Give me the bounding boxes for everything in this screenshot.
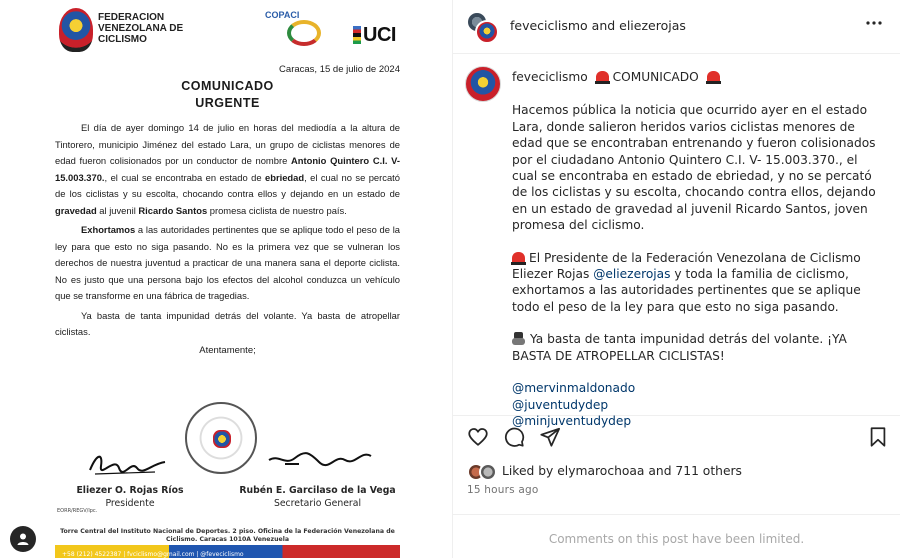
post-panel: [452, 0, 899, 558]
post-timestamp[interactable]: 15 hours ago: [467, 484, 539, 496]
document-body: [55, 120, 400, 341]
caption-headline: COMUNICADO: [612, 70, 699, 84]
copaci-label: COPACI: [265, 10, 300, 20]
p1-text-i: promesa ciclista de nuestro país.: [207, 204, 347, 216]
caption-p2-text-a: El Presidente de la Federación Venezolana de Ciclismo Eliezer Rojas: [512, 250, 861, 282]
document-title: [55, 78, 400, 112]
alert-light-icon: [512, 252, 525, 263]
mention-eliezerojas[interactable]: @eliezerojas: [593, 267, 671, 282]
comments-limited-notice: Comments on this post have been limited.: [548, 532, 805, 546]
signature-left: [85, 448, 170, 478]
p1-bold-name: Antonio Quintero C.I. V- 15.003.370.: [55, 155, 400, 183]
signer-secretary: [235, 484, 400, 510]
p1-bold-ebriedad: ebriedad: [265, 171, 305, 183]
p1-text-c: , el cual se encontraba en estado de: [104, 171, 265, 183]
copaci-swirl-icon: [287, 20, 321, 46]
bookmark-icon[interactable]: [867, 426, 889, 448]
caption-p2-text-b: y toda la familia de ciclismo, exhortamos a las autoridades pertinentes que se aplique todo el peso de la ley para que esto no siga pasando.: [512, 267, 861, 314]
document-header: [55, 4, 400, 58]
fvc-logo: [59, 8, 93, 52]
paragraph-1: [55, 120, 400, 219]
caption-header: [512, 69, 882, 85]
more-horizontal-icon[interactable]: [865, 14, 883, 37]
post-header: [453, 0, 900, 54]
avatar-feveciclismo[interactable]: [475, 20, 499, 44]
action-bar: [453, 416, 900, 456]
caption-area[interactable]: [453, 54, 900, 428]
p2-text: a las autoridades pertinentes que se aplique todo el peso de la ley para que esto no siga pasando. No es la primera vez que se vulneran los derechos de nuestra juventud a practicar de una manera sana el deporte ciclista. No es justo que una persona bajo los efectos del alcohol conduzca un vehículo que se transforme en una fábrica de tragedias.: [55, 224, 400, 301]
p1-bold-gravedad: gravedad: [55, 204, 97, 216]
alert-light-icon: [707, 71, 720, 82]
document-ref: EORR/REGV/lpc.: [57, 508, 98, 514]
document-date: Caracas, 15 de julio de 2024: [279, 64, 400, 75]
likes-middle: and: [644, 464, 676, 478]
hat-icon: [512, 332, 525, 345]
caption-paragraph-2: [512, 250, 882, 316]
p1-bold-ricardo: Ricardo Santos: [138, 204, 208, 216]
communique-document: [55, 4, 400, 356]
closing: Atentamente;: [199, 344, 256, 356]
uci-logo: [353, 24, 396, 47]
paragraph-2: [55, 222, 400, 305]
likes-others[interactable]: 711 others: [675, 464, 742, 478]
mention-tag[interactable]: @mervinmaldonado: [512, 381, 636, 396]
post-authors[interactable]: feveciclismo and eliezerojas: [510, 18, 686, 33]
likes-user[interactable]: elymarochoaa: [557, 464, 645, 478]
uci-label: UCI: [363, 24, 396, 46]
p2-bold-exhortamos: Exhortamos: [81, 224, 136, 235]
comments-section: [453, 514, 900, 558]
collab-avatars[interactable]: [466, 11, 498, 43]
mention-tag[interactable]: @minjuventudydep: [512, 413, 632, 428]
person-icon: [16, 532, 30, 546]
document-footer: Torre Central del Instituto Nacional de Deportes. 2 piso. Oficina de la Federación Venezolana de Ciclismo. Caracas 1010A Venezuela: [60, 528, 395, 543]
caption-username[interactable]: feveciclismo: [512, 70, 588, 84]
mention-tag[interactable]: @juventudydep: [512, 397, 609, 412]
org-name: FEDERACION VENEZOLANA DE CICLISMO: [98, 12, 184, 45]
paragraph-3: Ya basta de tanta impunidad detrás del volante. Ya basta de atropellar ciclistas.: [55, 309, 400, 337]
heart-icon[interactable]: [467, 426, 489, 448]
signer2-name: Rubén E. Garcilaso de la Vega: [239, 485, 396, 496]
alert-light-icon: [596, 71, 609, 82]
federation-seal-icon: [185, 402, 257, 474]
p1-text-e: , el cual no se percató de los ciclistas y su escolta, chocando contra ellos y dejando en un estado de: [55, 171, 400, 199]
copaci-logo: [265, 10, 325, 46]
signer1-role: Presidente: [105, 498, 155, 509]
signer-president: [55, 484, 205, 510]
likes-prefix: Liked by: [502, 464, 558, 478]
caption-paragraph-3: [512, 331, 882, 364]
caption-avatar[interactable]: [465, 66, 501, 102]
p1-text-a: El día de ayer domingo 14 de julio en horas del mediodía a la altura de Tintorero, municipio Jiménez del estado Lara, un grupo de ciclistas menores de edad fueron colisionados por un conductor de nombre: [55, 122, 400, 166]
signer1-name: Eliezer O. Rojas Ríos: [76, 485, 184, 496]
signature-right: [265, 444, 375, 474]
p1-text-g: al juvenil: [96, 204, 139, 216]
signer2-role: Secretario General: [273, 498, 362, 509]
send-icon[interactable]: [539, 426, 561, 448]
title-line-1: COMUNICADO: [181, 79, 274, 93]
likes-summary: [502, 464, 742, 478]
caption-paragraph-1: Hacemos pública la noticia que ocurrido ayer en el estado Lara, donde salieron heridos varios ciclistas menores de edad que se encontraban entrenando y fueron colisionados por el ciudadano Antonio Quintero C.I. V- 15.003.370., el cual se encontraba en estado de ebriedad, y no se percató de los ciclistas y su escolta, chocando contra ellos, dejando en un estado de gravedad al juvenil Ricardo Santos, joven promesa del ciclismo.: [512, 103, 876, 233]
tagged-users-button[interactable]: [10, 526, 36, 552]
caption-p3-text: Ya basta de tanta impunidad detrás del volante. ¡YA BASTA DE ATROPELLAR CICLISTAS!: [512, 332, 847, 363]
liker-avatar[interactable]: [479, 463, 497, 481]
caption-text: [512, 69, 882, 429]
comment-icon[interactable]: [503, 426, 525, 448]
likes-row: [467, 462, 887, 482]
footer-contact: +58 (212) 4522387 | fvciclismo@gmail.com | @feveciclismo: [62, 551, 244, 558]
title-line-2: URGENTE: [195, 96, 260, 110]
